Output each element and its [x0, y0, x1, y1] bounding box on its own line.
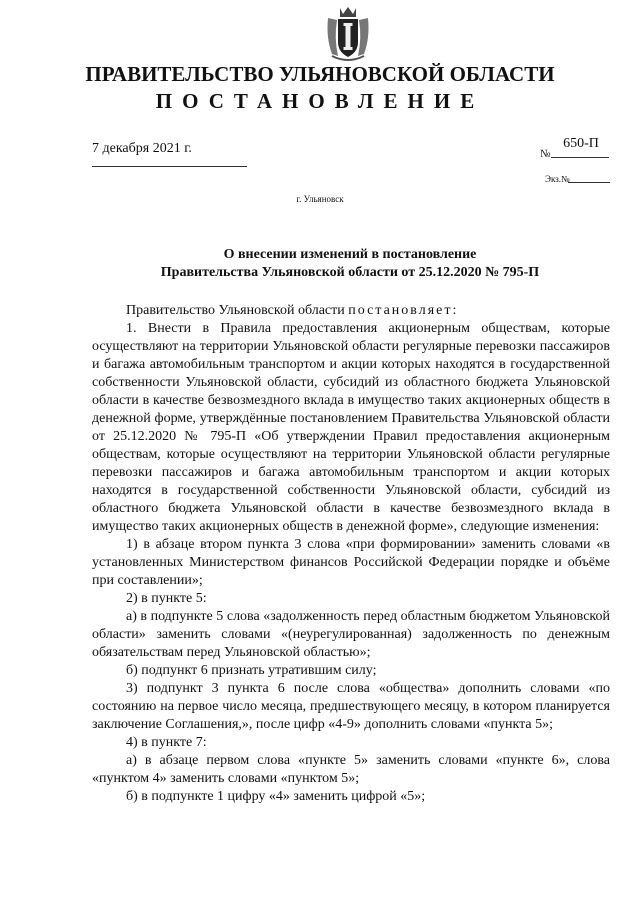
- subject-line-1: О внесении изменений в постановление: [223, 247, 477, 262]
- document-body: [92, 302, 610, 806]
- paragraph-item-1: 1. Внести в Правила предоставления акционерным обществам, которые осуществляют на территории Ульяновской области регулярные перевозки пассажиров и багажа автомобильным транспортом и акции которых находятся в государственной собственности Ульяновской области, субсидий из областного бюджета Ульяновской области в качестве безвозмездного вклада в имущество таких акционерных обществ в денежной форме, утверждённые постановлением Правительства Ульяновской области от 25.12.2020 № 795-П «Об утверждении Правил предоставления акционерным обществам, которые осуществляют на территории Ульяновской области регулярные перевозки пассажиров и багажа автомобильным транспортом и акции которых находятся в государственной собственности Ульяновской области, субсидий из областного бюджета Ульяновской области в качестве безвозмездного вклада в имущество таких акционерных обществ в денежной форме», следующие изменения:: [92, 321, 610, 534]
- copy-number-underline: [568, 182, 610, 183]
- preamble-paragraph: [92, 302, 610, 320]
- city-name: г. Ульяновск: [296, 194, 344, 204]
- subject-line-2: Правительства Ульяновской области от 25.12.2020 № 795-П: [160, 265, 540, 280]
- paragraph-sub-2: 2) в пункте 5:: [126, 591, 207, 606]
- number-sign: №: [540, 148, 551, 160]
- coat-of-arms-icon: [322, 4, 374, 62]
- government-title: ПРАВИТЕЛЬСТВО УЛЬЯНОВСКОЙ ОБЛАСТИ: [85, 62, 555, 86]
- document-type-title: ПОСТАНОВЛЕНИЕ: [155, 89, 485, 113]
- document-subject: [130, 246, 570, 282]
- paragraph-sub-2a: а) в подпункте 5 слова «задолженность перед областным бюджетом Ульяновской области» заменить словами «(неурегулированная) задолженность по денежным обязательствам перед Ульяновской областью»;: [92, 609, 610, 660]
- copy-number-label: Экз.№: [545, 174, 570, 184]
- paragraph-sub-4: 4) в пункте 7:: [126, 735, 207, 750]
- preamble-prefix: Правительство Ульяновской области: [126, 303, 345, 318]
- paragraph-sub-1: 1) в абзаце втором пункта 3 слова «при формировании» заменить словами «в установленных Министерством финансов Российской Федерации порядке и объёме при составлении»;: [92, 537, 610, 588]
- document-date: 7 декабря 2021 г.: [92, 141, 192, 156]
- preamble-verb: постановляет:: [348, 303, 459, 318]
- date-underline: [92, 166, 247, 167]
- paragraph-sub-3: 3) подпункт 3 пункта 6 после слова «общества» дополнить словами «по состоянию на первое число месяца, предшествующего месяцу, в котором планируется заключение Соглашения,», после цифр «4-9» дополнить словами «пункта 5»;: [92, 681, 610, 732]
- paragraph-sub-4b: б) в подпункте 1 цифру «4» заменить цифрой «5»;: [126, 789, 426, 804]
- paragraph-sub-4a: а) в абзаце первом слова «пункте 5» заменить словами «пункте 6», слова «пунктом 4» заменить словами «пунктом 5»;: [92, 753, 610, 786]
- document-number: 650-П: [563, 136, 599, 151]
- number-underline: [551, 157, 609, 158]
- paragraph-sub-2b: б) подпункт 6 признать утратившим силу;: [126, 663, 377, 678]
